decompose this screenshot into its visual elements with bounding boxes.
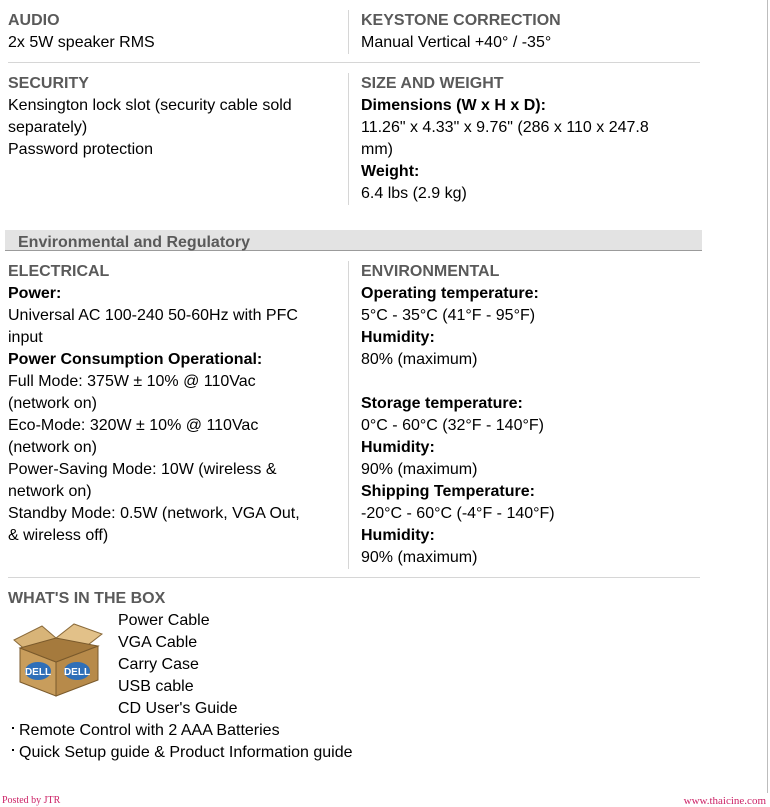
power-value: Universal AC 100-240 50-60Hz with PFC — [8, 307, 298, 324]
environmental-section — [361, 261, 700, 569]
security-heading: SECURITY — [8, 75, 89, 92]
consumption-line: (network on) — [8, 395, 97, 412]
box-heading: WHAT'S IN THE BOX — [8, 590, 166, 607]
electrical-environmental-row — [8, 261, 700, 569]
humidity-label: Humidity: — [361, 329, 435, 346]
footer-posted-by: Posted by JTR — [2, 795, 61, 806]
keystone-heading: KEYSTONE CORRECTION — [361, 12, 561, 29]
section-banner — [5, 230, 702, 251]
footer-site-link[interactable]: www.thaicine.com — [683, 795, 766, 807]
security-line: separately) — [8, 119, 88, 136]
security-section — [8, 73, 348, 161]
audio-heading: AUDIO — [8, 12, 60, 29]
consumption-line: Full Mode: 375W ± 10% @ 110Vac — [8, 373, 256, 390]
electrical-heading: ELECTRICAL — [8, 263, 110, 280]
consumption-line: & wireless off) — [8, 527, 109, 544]
box-item: VGA Cable — [118, 634, 198, 651]
divider — [8, 62, 700, 63]
column-divider — [348, 261, 349, 569]
dell-box-icon — [10, 618, 106, 698]
size-weight-section — [361, 73, 700, 205]
power-value: input — [8, 329, 43, 346]
audio-section — [8, 10, 348, 54]
humidity-label: Humidity: — [361, 439, 435, 456]
electrical-section — [8, 261, 348, 547]
dimensions-value: 11.26" x 4.33" x 9.76" (286 x 110 x 247.8 — [361, 119, 649, 136]
humidity-value: 90% (maximum) — [361, 461, 478, 478]
security-line: Kensington lock slot (security cable sold — [8, 97, 292, 114]
audio-text: 2x 5W speaker RMS — [8, 34, 155, 51]
storage-temp-label: Storage temperature: — [361, 395, 523, 412]
banner-title: Environmental and Regulatory — [18, 234, 251, 251]
operating-temp-label: Operating temperature: — [361, 285, 539, 302]
consumption-line: Eco-Mode: 320W ± 10% @ 110Vac — [8, 417, 259, 434]
consumption-line: (network on) — [8, 439, 97, 456]
box-item: Carry Case — [118, 656, 199, 673]
humidity-value: 80% (maximum) — [361, 351, 478, 368]
consumption-line: Standby Mode: 0.5W (network, VGA Out, — [8, 505, 300, 522]
box-items-list — [118, 610, 238, 720]
box-item: Power Cable — [118, 612, 210, 629]
bullet-item: Quick Setup guide & Product Information guide — [10, 742, 353, 764]
audio-keystone-row — [8, 10, 700, 54]
box-bullet-list — [10, 720, 353, 764]
page-edge — [767, 0, 768, 793]
keystone-text: Manual Vertical +40° / -35° — [361, 34, 552, 51]
storage-temp-value: 0°C - 60°C (32°F - 140°F) — [361, 417, 544, 434]
environmental-heading: ENVIRONMENTAL — [361, 263, 500, 280]
dimensions-value: mm) — [361, 141, 393, 158]
shipping-temp-value: -20°C - 60°C (-4°F - 140°F) — [361, 505, 555, 522]
consumption-line: Power-Saving Mode: 10W (wireless & — [8, 461, 277, 478]
spacer — [361, 371, 700, 393]
power-label: Power: — [8, 285, 62, 302]
security-line: Password protection — [8, 141, 153, 158]
dimensions-label: Dimensions (W x H x D): — [361, 97, 546, 114]
operating-temp-value: 5°C - 35°C (41°F - 95°F) — [361, 307, 536, 324]
column-divider — [348, 73, 349, 205]
humidity-label: Humidity: — [361, 527, 435, 544]
consumption-label: Power Consumption Operational: — [8, 351, 263, 368]
bullet-item: Remote Control with 2 AAA Batteries — [10, 720, 353, 742]
weight-value: 6.4 lbs (2.9 kg) — [361, 185, 467, 202]
box-item: USB cable — [118, 678, 194, 695]
divider — [8, 577, 700, 578]
keystone-section — [361, 10, 700, 54]
security-size-row — [8, 73, 700, 205]
weight-label: Weight: — [361, 163, 420, 180]
size-weight-heading: SIZE AND WEIGHT — [361, 75, 504, 92]
box-item: CD User's Guide — [118, 700, 238, 717]
box-brand-right: DELL — [63, 667, 91, 678]
humidity-value: 90% (maximum) — [361, 549, 478, 566]
box-brand-left: DELL — [24, 667, 52, 678]
shipping-temp-label: Shipping Temperature: — [361, 483, 535, 500]
column-divider — [348, 10, 349, 54]
consumption-line: network on) — [8, 483, 92, 500]
